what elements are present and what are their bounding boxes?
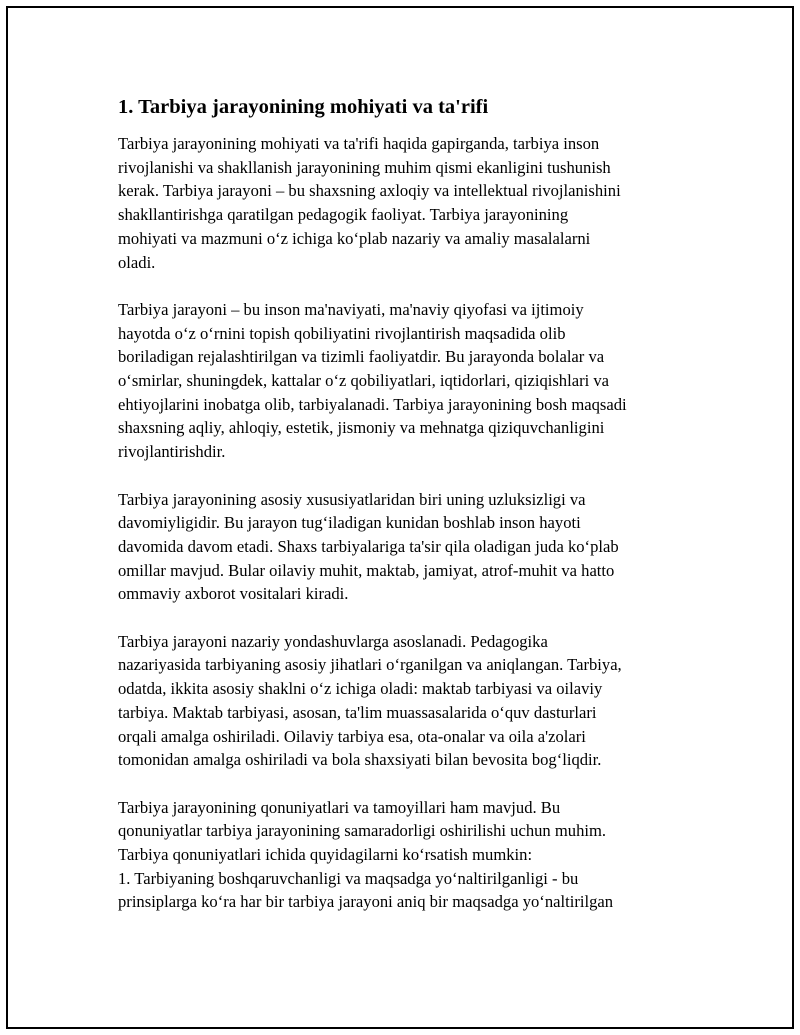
text-line: boriladigan rejalashtirilgan va tizimli faoliyatdir. Bu jarayonda bolalar va [118, 347, 605, 367]
text-line: omillar mavjud. Bular oilaviy muhit, maktab, jamiyat, atrof-muhit va hatto [118, 560, 615, 580]
text-line: Tarbiya qonuniyatlari ichida quyidagilarni ko‘rsatish mumkin: [118, 845, 533, 865]
paragraph-spacer [118, 274, 698, 298]
text-line: shaxsning aqliy, ahloqiy, estetik, jismoniy va mehnatga qiziquvchanligini [118, 418, 605, 438]
paragraph [118, 132, 698, 274]
text-line: davomiyligidir. Bu jarayon tug‘iladigan kunidan boshlab inson hayoti [118, 513, 581, 533]
paragraph-spacer [118, 464, 698, 488]
paragraph-spacer [118, 772, 698, 796]
text-line: Tarbiya jarayonining asosiy xususiyatlaridan biri uning uzluksizligi va [118, 489, 586, 509]
text-line: prinsiplarga ko‘ra har bir tarbiya jarayoni aniq bir maqsadga yo‘naltirilgan [118, 892, 614, 912]
text-line: mohiyati va mazmuni o‘z ichiga ko‘plab nazariy va amaliy masalalarni [118, 228, 591, 248]
text-line: 1. Tarbiyaning boshqaruvchanligi va maqsadga yo‘naltirilganligi - bu [118, 868, 579, 888]
paragraph-spacer [118, 606, 698, 630]
paragraph [118, 630, 698, 772]
text-line: Tarbiya jarayonining qonuniyatlari va tamoyillari ham mavjud. Bu [118, 797, 561, 817]
text-line: oladi. [118, 252, 156, 272]
text-line: odatda, ikkita asosiy shaklni o‘z ichiga oladi: maktab tarbiyasi va oilaviy [118, 679, 603, 699]
text-line: tomonidan amalga oshiriladi va bola shaxsiyati bilan bevosita bog‘liqdir. [118, 750, 602, 770]
text-line: qonuniyatlar tarbiya jarayonining samaradorligi oshirilishi uchun muhim. [118, 821, 607, 841]
text-line: Tarbiya jarayonining mohiyati va ta'rifi haqida gapirganda, tarbiya inson [118, 134, 600, 153]
text-line: shakllantirishga qaratilgan pedagogik faoliyat. Tarbiya jarayonining [118, 205, 569, 225]
text-line: hayotda o‘z o‘rnini topish qobiliyatini rivojlantirish maqsadida olib [118, 323, 566, 343]
text-line: o‘smirlar, shuningdek, kattalar o‘z qobiliyatlari, iqtidorlari, qiziqishlari va [118, 371, 610, 391]
text-line: tarbiya. Maktab tarbiyasi, asosan, ta'lim muassasalarida o‘quv dasturlari [118, 702, 597, 722]
text-line: ommaviy axborot vositalari kiradi. [118, 584, 349, 604]
text-line: ehtiyojlarini inobatga olib, tarbiyalanadi. Tarbiya jarayonining bosh maqsadi [118, 394, 627, 414]
document-body [118, 94, 698, 914]
text-line: nazariyasida tarbiyaning asosiy jihatlari o‘rganilgan va aniqlangan. Tarbiya, [118, 655, 622, 675]
text-line: rivojlantirishdir. [118, 442, 226, 462]
paragraph [118, 488, 698, 607]
text-line: orqali amalga oshiriladi. Oilaviy tarbiya esa, ota-onalar va oila a'zolari [118, 726, 586, 746]
text-line: davomida davom etadi. Shaxs tarbiyalariga ta'sir qila oladigan juda ko‘plab [118, 536, 619, 556]
section-heading: 1. Tarbiya jarayonining mohiyati va ta'rifi [118, 96, 489, 118]
text-line: rivojlanishi va shakllanish jarayonining muhim qismi ekanligini tushunish [118, 157, 611, 177]
paragraph [118, 298, 698, 464]
paragraph [118, 796, 698, 915]
paragraph-list [118, 132, 698, 914]
text-line: Tarbiya jarayoni nazariy yondashuvlarga asoslanadi. Pedagogika [118, 631, 548, 651]
text-line: Tarbiya jarayoni – bu inson ma'naviyati, ma'naviy qiyofasi va ijtimoiy [118, 299, 584, 319]
text-line: kerak. Tarbiya jarayoni – bu shaxsning axloqiy va intellektual rivojlanishini [118, 181, 621, 201]
